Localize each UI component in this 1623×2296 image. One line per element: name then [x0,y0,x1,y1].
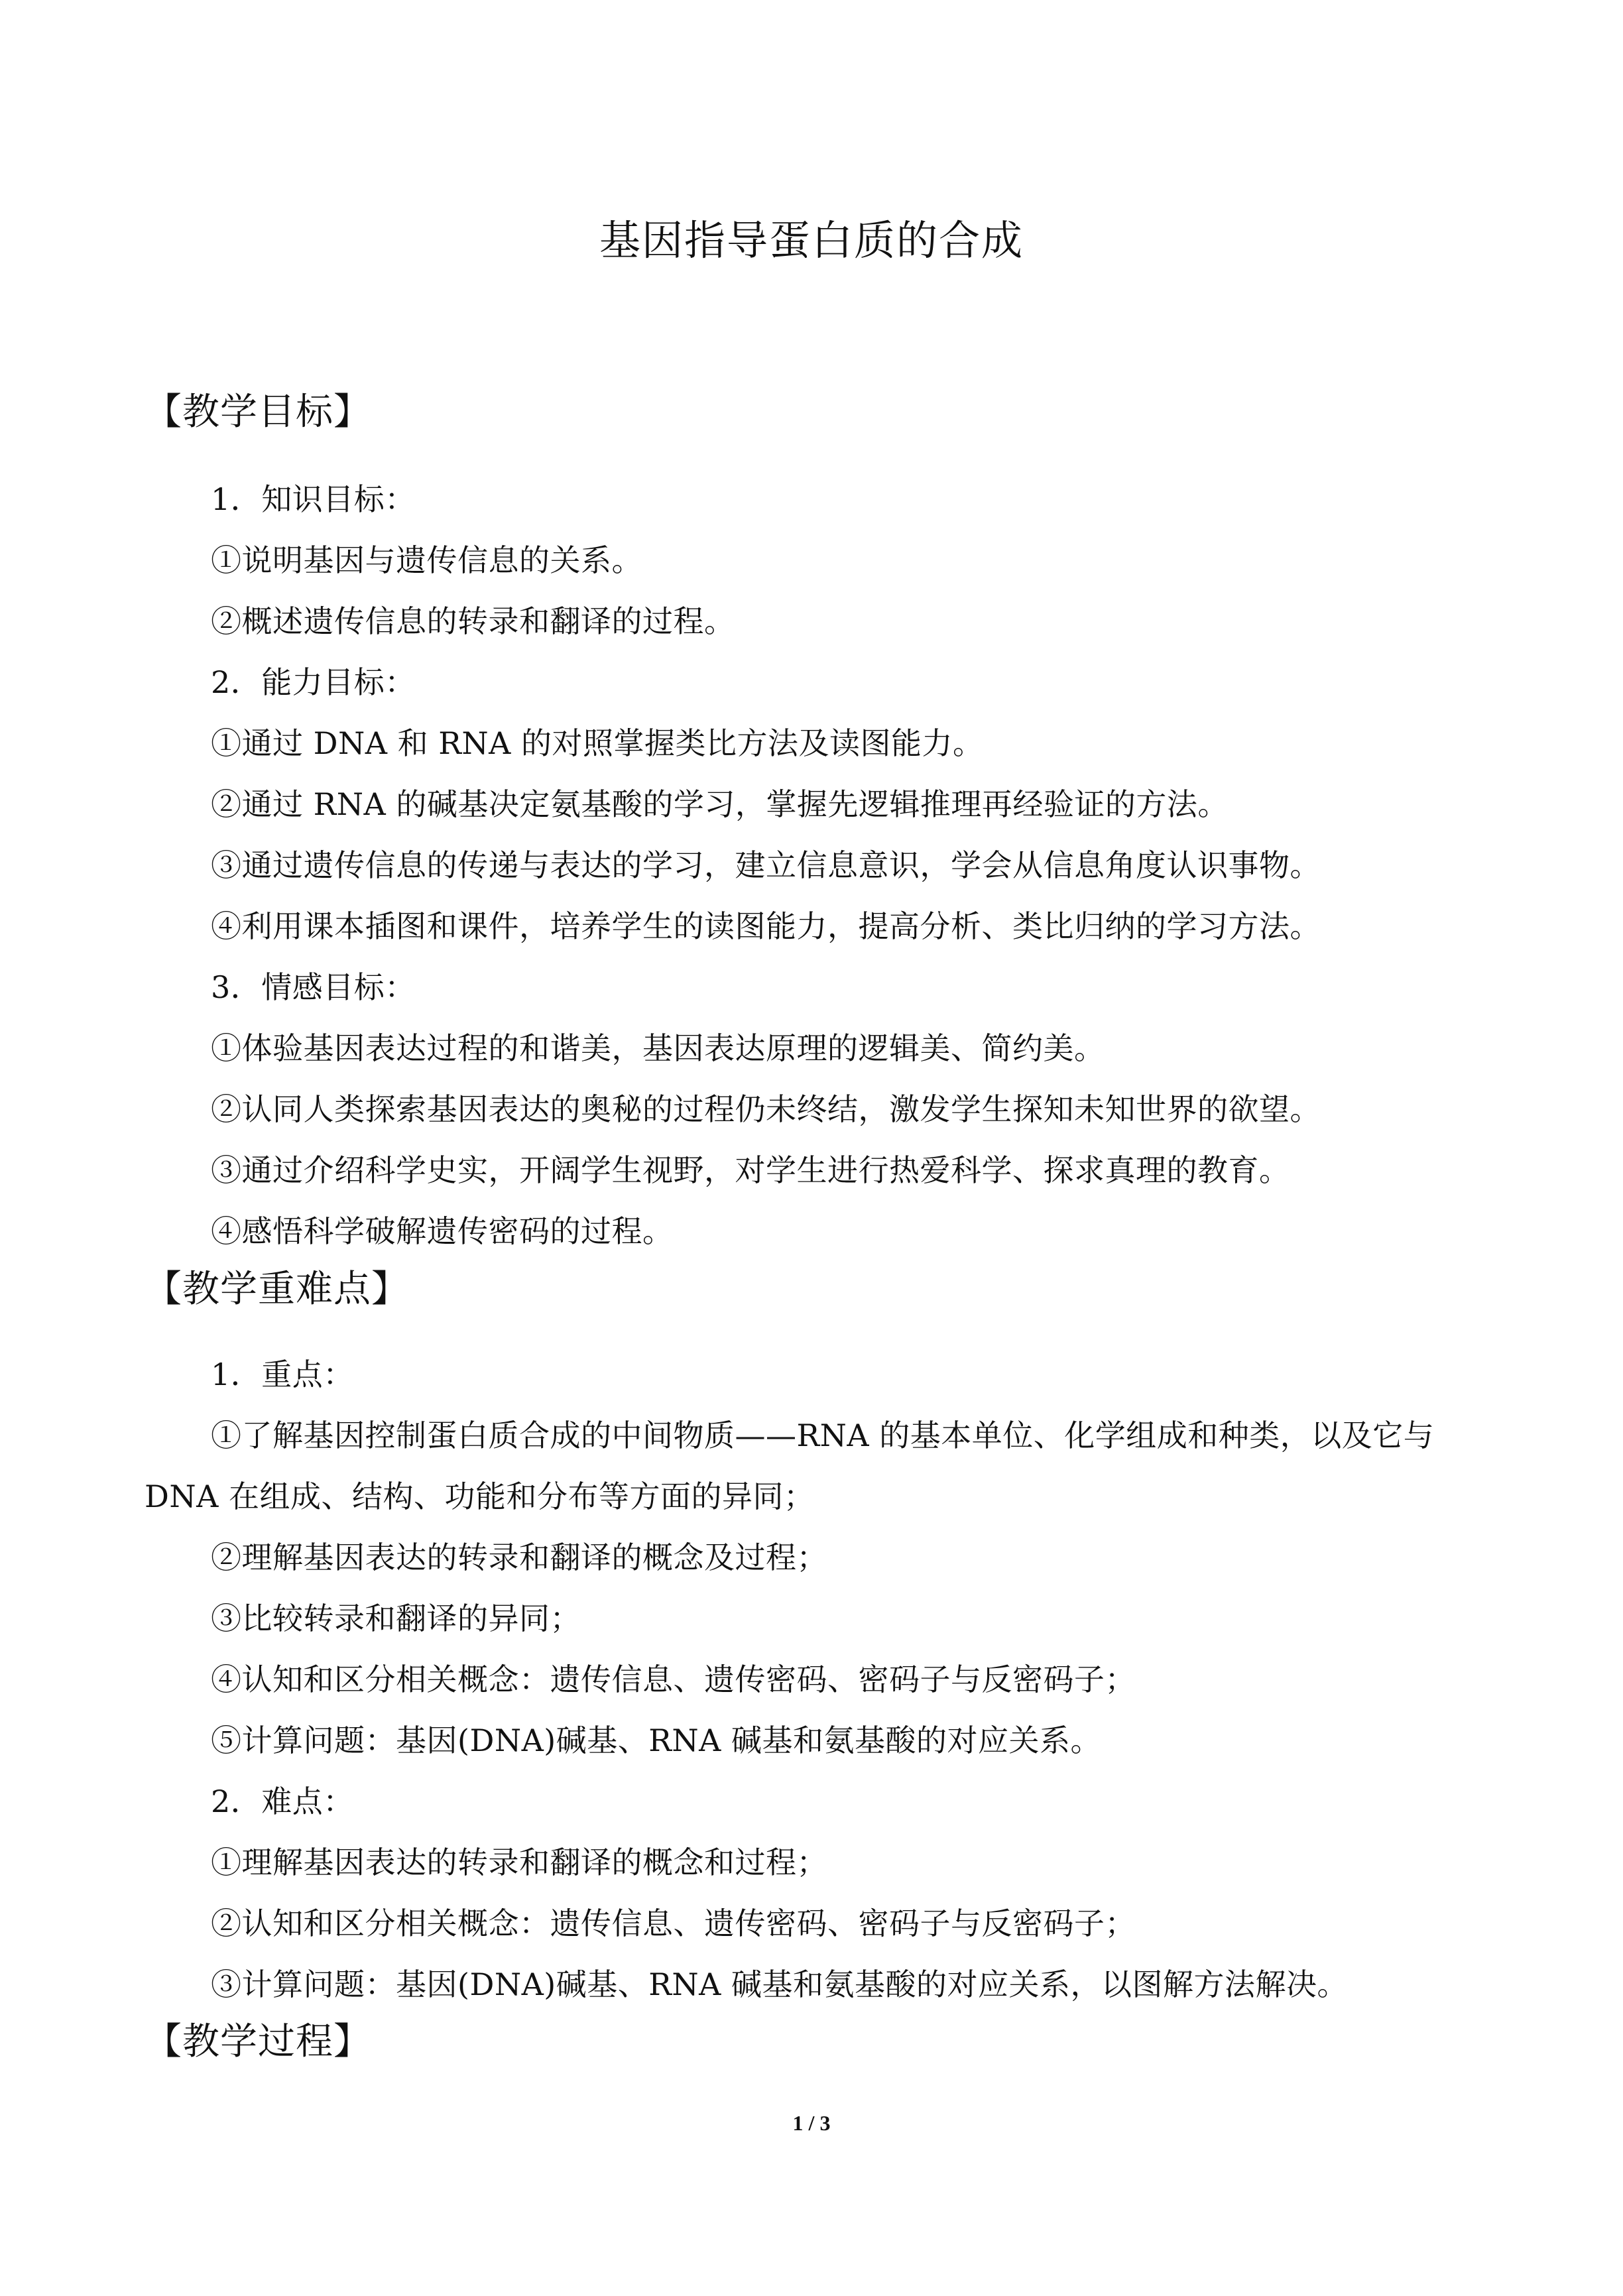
list-item: ②通过 RNA 的碱基决定氨基酸的学习，掌握先逻辑推理再经验证的方法。 [211,786,1229,822]
list-item: ②概述遗传信息的转录和翻译的过程。 [211,603,735,639]
list-item: ④感悟科学破解遗传密码的过程。 [211,1213,674,1249]
list-item: ④认知和区分相关概念：遗传信息、遗传密码、密码子与反密码子； [211,1662,1136,1697]
list-item: ①通过 DNA 和 RNA 的对照掌握类比方法及读图能力。 [211,725,984,761]
list-item: ①体验基因表达过程的和谐美，基因表达原理的逻辑美、简约美。 [211,1030,1105,1066]
key-points-label: 1．重点： [211,1357,354,1392]
emotion-goals-label: 3．情感目标： [211,969,416,1005]
document-title: 基因指导蛋白质的合成 [599,216,1024,265]
list-item-continuation: DNA 在组成、结构、功能和分布等方面的异同； [145,1479,815,1514]
list-item: ③通过介绍科学史实，开阔学生视野，对学生进行热爱科学、探求真理的教育。 [211,1152,1290,1188]
list-item: ②理解基因表达的转录和翻译的概念及过程； [211,1540,827,1575]
list-item: ①了解基因控制蛋白质合成的中间物质——RNA 的基本单位、化学组成和种类，以及它与 [211,1418,1435,1453]
page-number: 1 / 3 [792,2111,831,2135]
section-heading-process: 【教学过程】 [145,2020,371,2063]
list-item: ③计算问题：基因(DNA)碱基、RNA 碱基和氨基酸的对应关系，以图解方法解决。 [211,1966,1348,2002]
list-item: ⑤计算问题：基因(DNA)碱基、RNA 碱基和氨基酸的对应关系。 [211,1722,1101,1758]
list-item: ②认知和区分相关概念：遗传信息、遗传密码、密码子与反密码子； [211,1905,1136,1941]
ability-goals-label: 2．能力目标： [211,664,416,700]
list-item: ③比较转录和翻译的异同； [211,1601,581,1636]
section-heading-keypoints: 【教学重难点】 [145,1268,409,1311]
list-item: ③通过遗传信息的传递与表达的学习，建立信息意识，学会从信息角度认识事物。 [211,847,1321,883]
list-item: ①理解基因表达的转录和翻译的概念和过程； [211,1844,827,1880]
list-item: ①说明基因与遗传信息的关系。 [211,542,642,578]
list-item: ④利用课本插图和课件，培养学生的读图能力，提高分析、类比归纳的学习方法。 [211,908,1321,944]
section-heading-goals: 【教学目标】 [145,391,371,434]
difficult-points-label: 2．难点： [211,1783,354,1819]
list-item: ②认同人类探索基因表达的奥秘的过程仍未终结，激发学生探知未知世界的欲望。 [211,1091,1321,1127]
knowledge-goals-label: 1．知识目标： [211,481,416,517]
